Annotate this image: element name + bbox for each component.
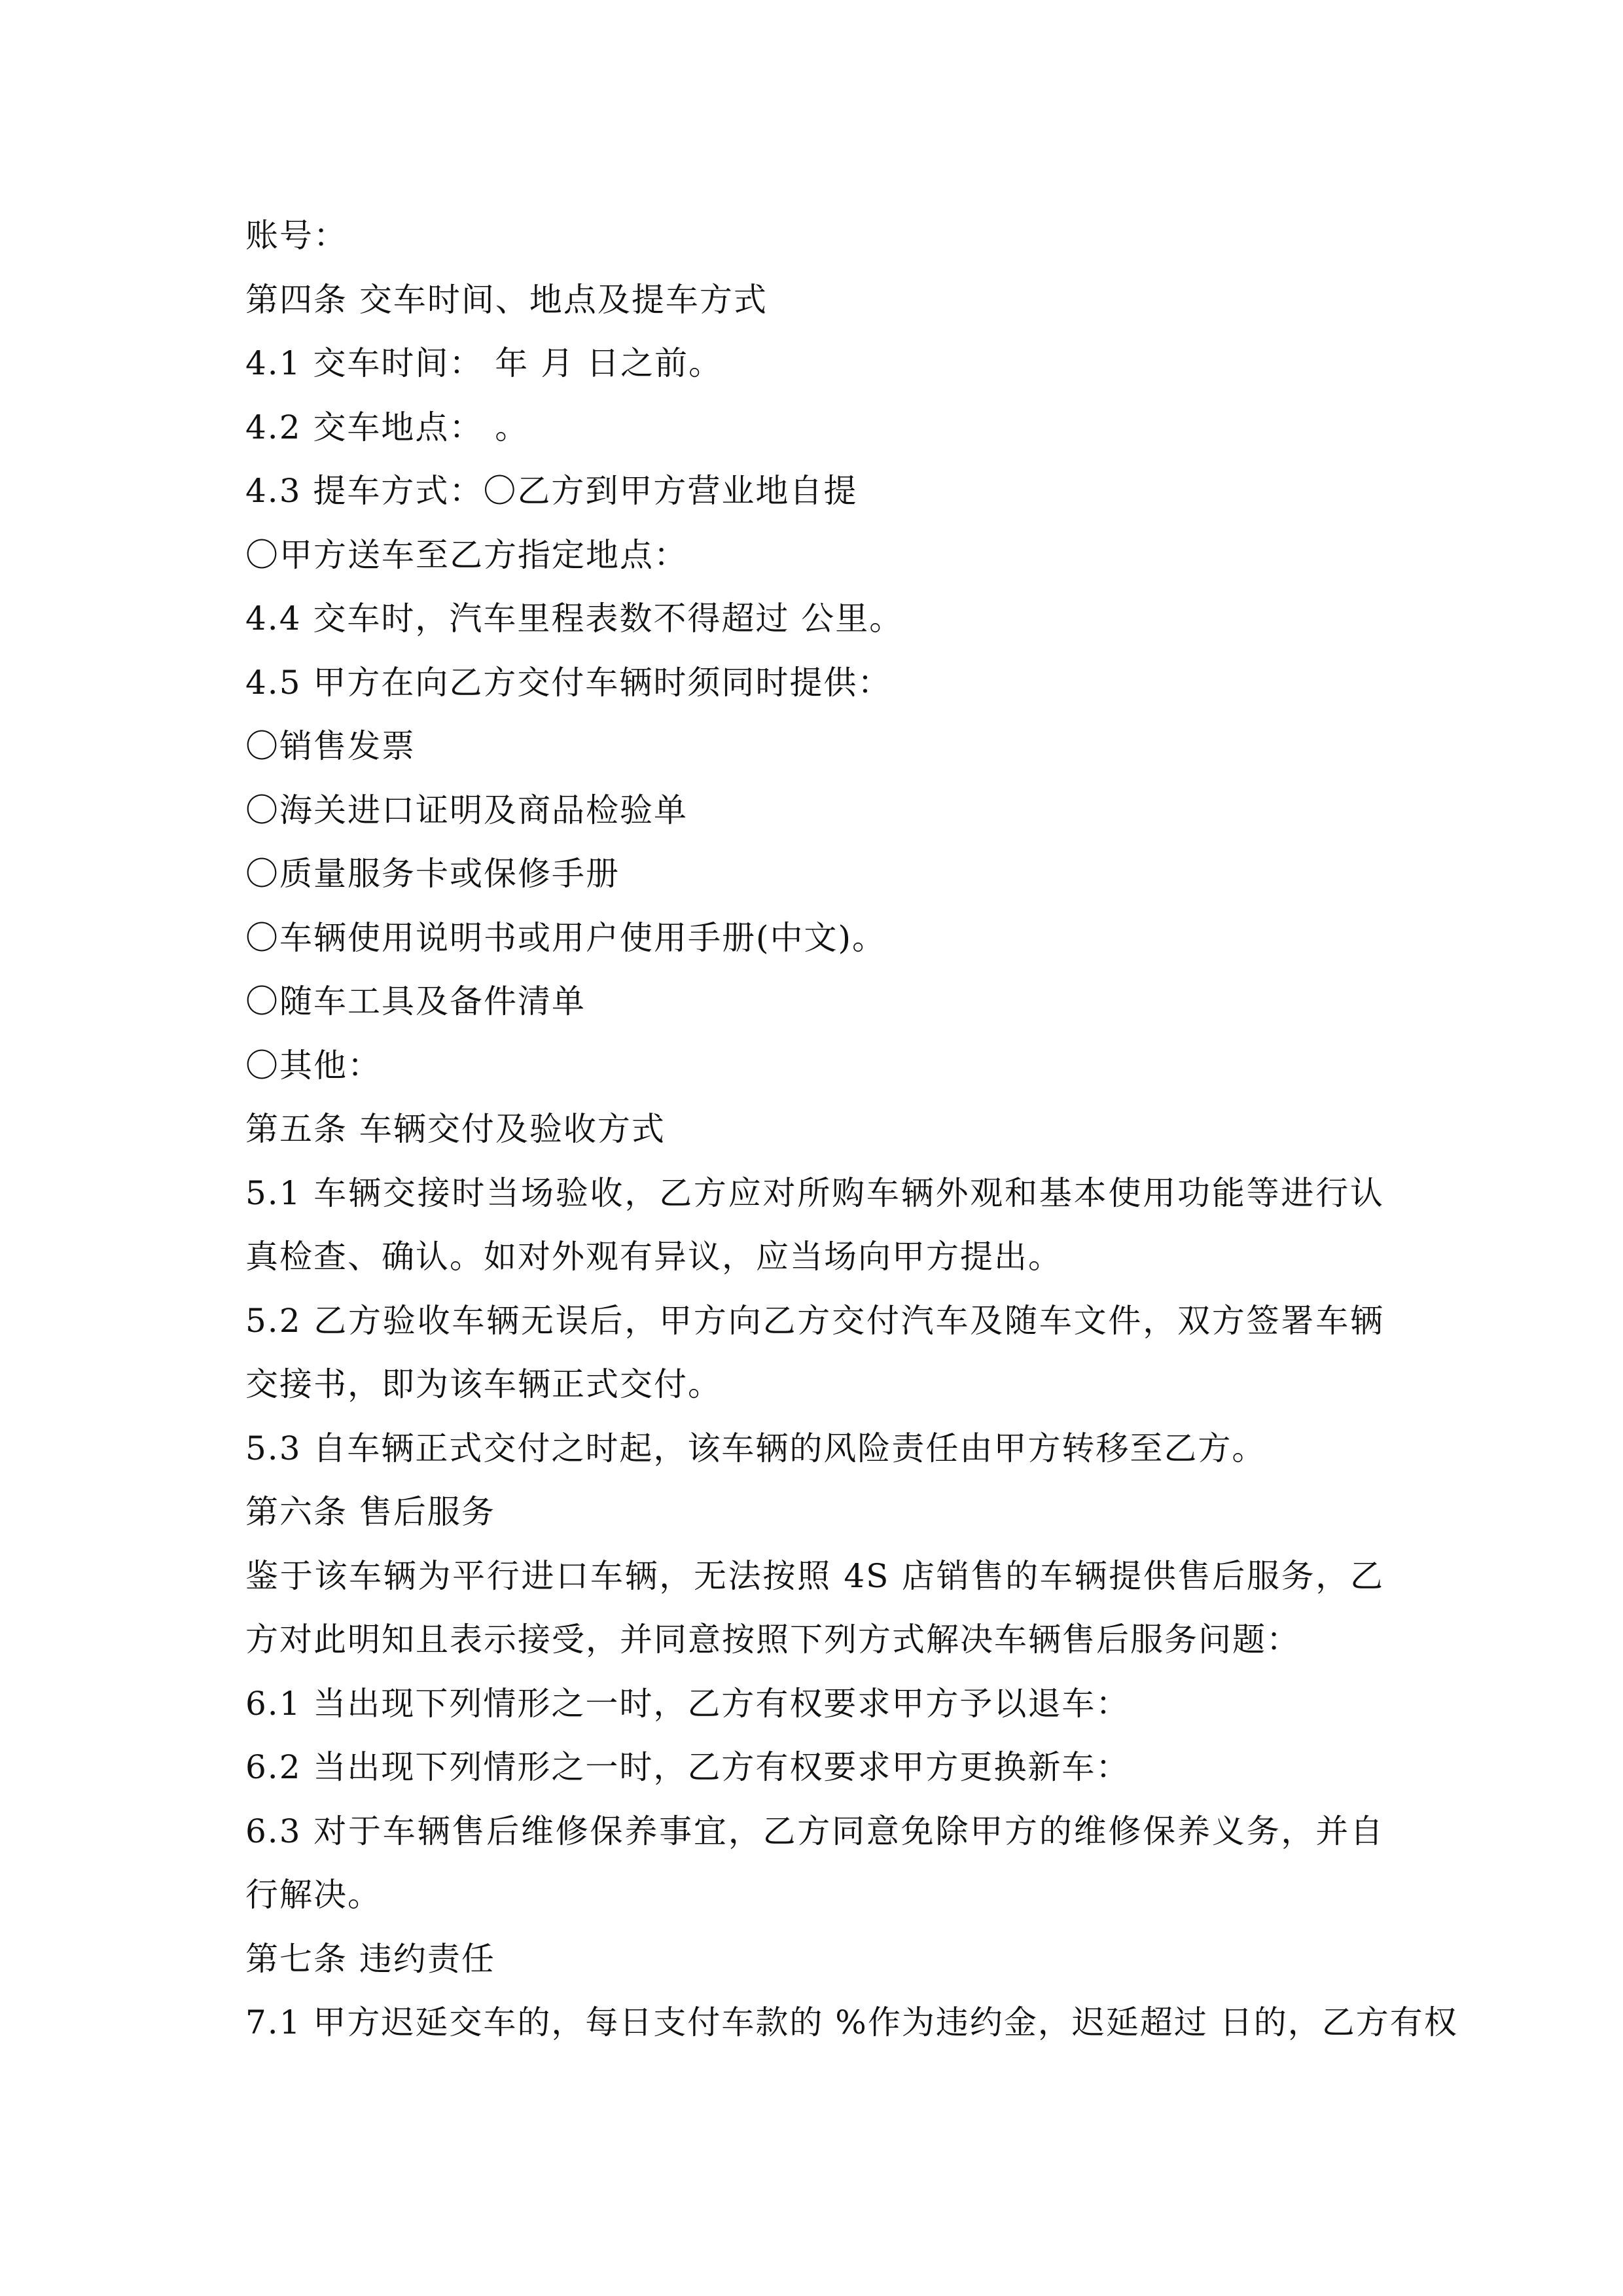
clause-5-1: 5.1 车辆交接时当场验收，乙方应对所购车辆外观和基本使用功能等进行认真检查、确认。如对外观有异议，应当场向甲方提出。 (245, 1174, 1384, 1276)
document-page (245, 204, 1458, 2055)
document-item-manual: 〇车辆使用说明书或用户使用手册(中文)。 (245, 918, 887, 957)
clause-4-5: 4.5 甲方在向乙方交付车辆时须同时提供： (245, 663, 892, 702)
clause-5-3: 5.3 自车辆正式交付之时起，该车辆的风险责任由甲方转移至乙方。 (245, 1429, 1266, 1467)
clause-4-4: 4.4 交车时，汽车里程表数不得超过 公里。 (245, 600, 904, 637)
clause-6-3: 6.3 对于车辆售后维修保养事宜，乙方同意免除甲方的维修保养义务，并自行解决。 (245, 1812, 1384, 1914)
clause-6-1: 6.1 当出现下列情形之一时，乙方有权要求甲方予以退车： (245, 1684, 1130, 1723)
account-number-line: 账号： (245, 217, 348, 255)
clause-7-1: 7.1 甲方迟延交车的，每日支付车款的 %作为违约金，迟延超过 日的，乙方有权 (245, 2003, 1458, 2041)
clause-5-2: 5.2 乙方验收车辆无误后，甲方向乙方交付汽车及随车文件，双方签署车辆交接书，即为该车辆正式交付。 (245, 1301, 1384, 1403)
article-6-intro: 鉴于该车辆为平行进口车辆，无法按照 4S 店销售的车辆提供售后服务，乙方对此明知且表示接受，并同意按照下列方式解决车辆售后服务问题： (245, 1556, 1384, 1659)
article-4-heading: 第四条 交车时间、地点及提车方式 (245, 280, 768, 319)
clause-4-1: 4.1 交车时间： 年 月 日之前。 (245, 344, 723, 382)
clause-4-2: 4.2 交车地点： 。 (245, 408, 529, 446)
document-item-customs: 〇海关进口证明及商品检验单 (245, 791, 688, 829)
document-item-invoice: 〇销售发票 (245, 727, 416, 765)
clause-4-3: 4.3 提车方式：〇乙方到甲方营业地自提 (245, 472, 858, 510)
document-item-other: 〇其他： (245, 1046, 382, 1085)
document-item-tools: 〇随车工具及备件清单 (245, 982, 586, 1020)
article-6-heading: 第六条 售后服务 (245, 1493, 495, 1531)
article-5-heading: 第五条 车辆交付及验收方式 (245, 1110, 666, 1148)
article-7-heading: 第七条 违约责任 (245, 1939, 495, 1978)
clause-4-3-option-delivery: 〇甲方送车至乙方指定地点： (245, 535, 688, 574)
document-item-warranty: 〇质量服务卡或保修手册 (245, 855, 620, 893)
clause-6-2: 6.2 当出现下列情形之一时，乙方有权要求甲方更换新车： (245, 1748, 1130, 1786)
